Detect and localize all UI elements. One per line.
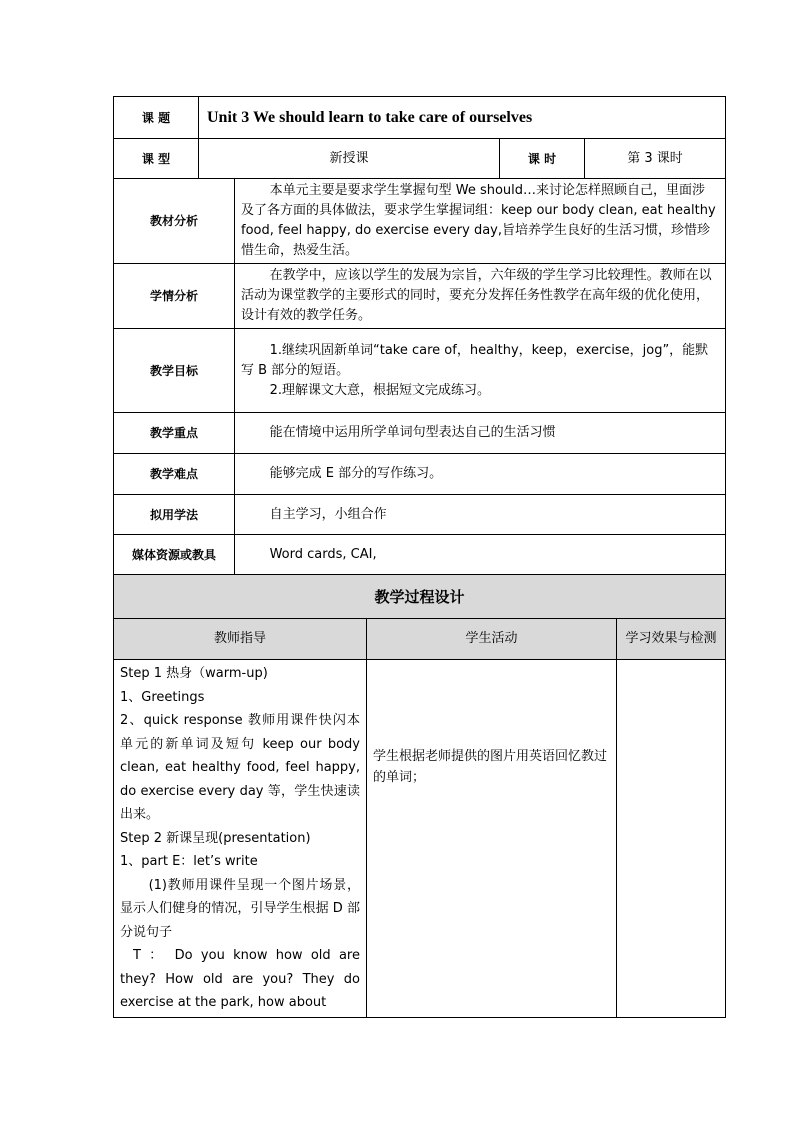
students-label: 学情分析 — [114, 264, 235, 329]
difficulties-label: 教学难点 — [114, 454, 235, 495]
teacher-line: Step 1 热身（warm-up) — [120, 666, 268, 681]
teacher-line: Step 2 新课呈现(presentation) — [120, 830, 311, 846]
teacher-line: 1、Greetings — [120, 689, 205, 705]
students-text: 在教学中，应该以学生的发展为宗旨，六年级的学生学习比较理性。教师在以活动为课堂教学的主要形式的同时，要充分发挥任务性教学在高年级的优化使用，设计有效的教学任务。 — [235, 264, 726, 329]
teacher-guidance-cell — [114, 660, 367, 1018]
student-activity-cell: 学生根据老师提供的图片用英语回忆教过的单词； — [367, 660, 617, 1018]
difficulties-text: 能够完成 E 部分的写作练习。 — [235, 454, 726, 495]
student-column-header: 学生活动 — [367, 619, 617, 660]
teacher-line: 2、quick response 教师用课件快闪本单元的新单词及短句 keep our body clean, eat healthy food, feel happy, do exercise every day 等，学生快速读出来。 — [120, 713, 360, 822]
lesson-info-table — [113, 96, 726, 575]
period-value: 第 3 课时 — [585, 139, 726, 179]
lesson-plan-page — [113, 96, 725, 1018]
media-text: Word cards, CAI, — [235, 535, 726, 575]
topic-label: 课 题 — [114, 97, 199, 139]
goals-label: 教学目标 — [114, 329, 235, 413]
methods-text: 自主学习，小组合作 — [235, 495, 726, 535]
methods-label: 拟用学法 — [114, 495, 235, 535]
material-text: 本单元主要是要求学生掌握句型 We should…来讨论怎样照顾自己，里面涉及了各方面的具体做法，要求学生掌握词组：keep our body clean, eat healthy food, feel happy, do exercise every day,旨培养学生良好的生活习惯，珍惜珍惜生命，热爱生活。 — [235, 179, 726, 264]
goals-text — [235, 329, 726, 413]
period-label: 课 时 — [500, 139, 585, 179]
process-section-title: 教学过程设计 — [114, 575, 726, 619]
type-label: 课 型 — [114, 139, 199, 179]
key-points-text: 能在情境中运用所学单词句型表达自己的生活习惯 — [235, 413, 726, 454]
process-table — [113, 574, 726, 1018]
effect-column-header: 学习效果与检测 — [617, 619, 726, 660]
teacher-line: 1、part E：let’s write — [120, 854, 258, 869]
teacher-column-header: 教师指导 — [114, 619, 367, 660]
goal-line-1: 1.继续巩固新单词“take care of，healthy，keep，exercise，jog”，能默写 B 部分的短语。 — [241, 342, 709, 378]
media-label: 媒体资源或教具 — [114, 535, 235, 575]
teacher-line: (1)教师用课件呈现一个图片场景，显示人们健身的情况，引导学生根据 D 部分说句子 — [120, 877, 360, 940]
effect-cell — [617, 660, 726, 1018]
type-value: 新授课 — [199, 139, 500, 179]
material-label: 教材分析 — [114, 179, 235, 264]
teacher-line: T ： Do you know how old are they? How old are you? They do exercise at the park, how about — [120, 948, 360, 1010]
key-points-label: 教学重点 — [114, 413, 235, 454]
goal-line-2: 2.理解课文大意，根据短文完成练习。 — [269, 382, 490, 398]
topic-value: Unit 3 We should learn to take care of ourselves — [199, 97, 726, 139]
